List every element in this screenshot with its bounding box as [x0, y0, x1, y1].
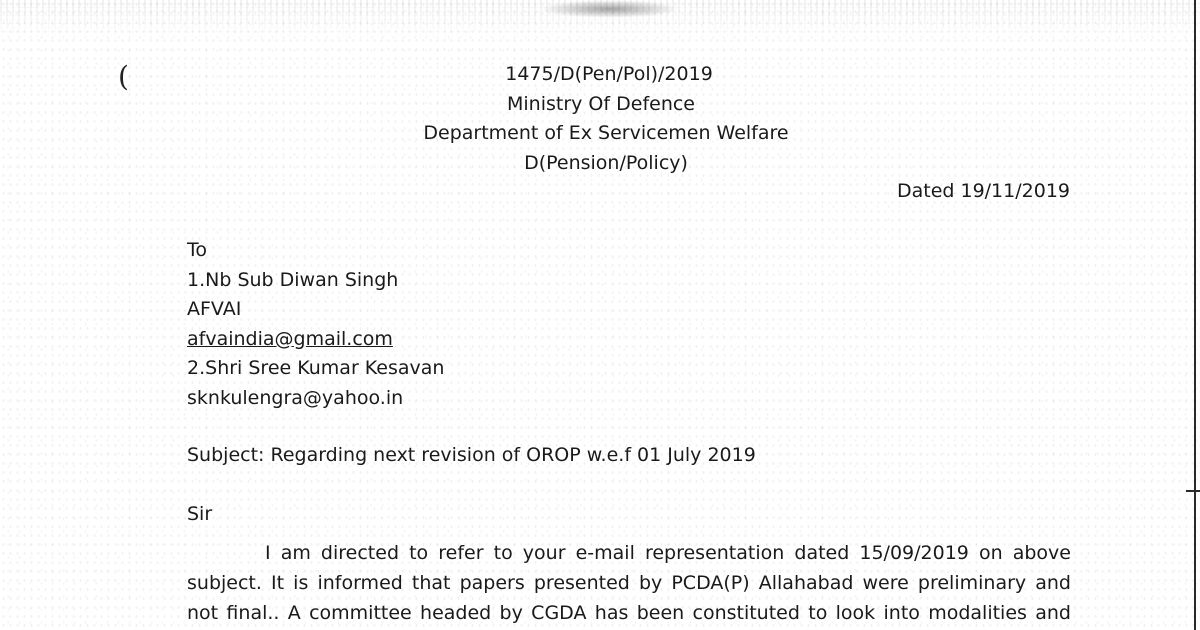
stamp-smudge [540, 0, 680, 18]
recipient-1-email[interactable]: afvaindia@gmail.com [187, 327, 393, 350]
salutation: Sir [187, 503, 213, 525]
recipient-1-name: 1.Nb Sub Diwan Singh [187, 268, 399, 291]
to-label: To [187, 239, 208, 261]
division-name: D(Pension/Policy) [524, 151, 688, 174]
page-edge-mark [1186, 490, 1200, 492]
margin-mark: ( [118, 60, 129, 93]
reference-number: 1475/D(Pen/Pol)/2019 [505, 63, 713, 85]
letter-header [0, 60, 1200, 178]
address-block [187, 236, 444, 413]
body-line: not final.. A committee headed by CGDA has been constituted to look into modalities and [187, 602, 1071, 624]
letter-date: Dated 19/11/2019 [896, 180, 1070, 202]
recipient-2-email: sknkulengra@yahoo.in [187, 386, 404, 409]
body-line: I am directed to refer to your e-mail representation dated 15/09/2019 on above [265, 542, 1071, 564]
department-name: Department of Ex Servicemen Welfare [423, 122, 789, 144]
recipient-1-org: AFVAI [187, 298, 242, 320]
ministry-name: Ministry Of Defence [507, 92, 695, 115]
body-line: subject. It is informed that papers presented by PCDA(P) Allahabad were preliminary and [187, 572, 1071, 594]
recipient-2-name: 2.Shri Sree Kumar Kesavan [187, 357, 445, 379]
subject-line: Subject: Regarding next revision of OROP w.e.f 01 July 2019 [187, 444, 756, 466]
letter-body [187, 538, 1071, 628]
